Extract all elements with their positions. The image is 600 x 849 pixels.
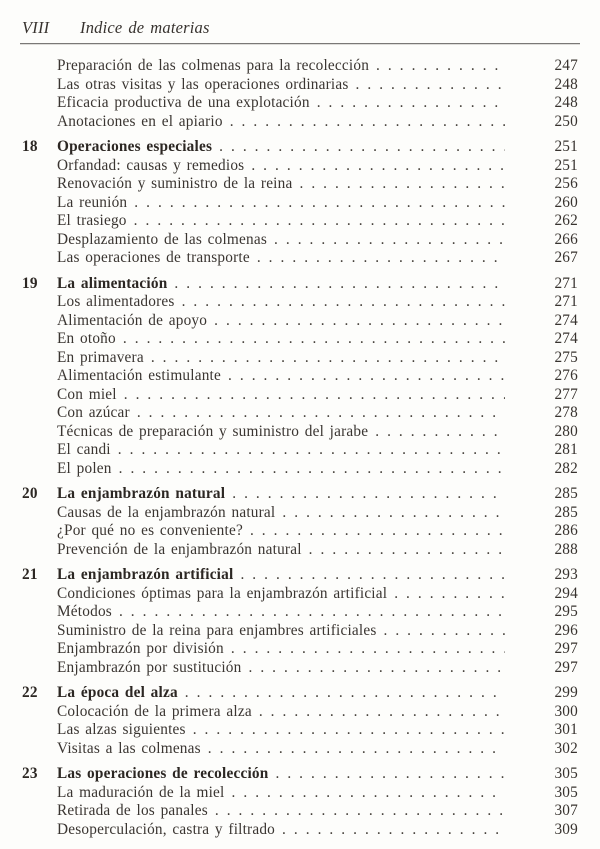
entry-title: ¿Por qué no es conveniente? <box>57 522 243 539</box>
dot-leader <box>182 293 505 312</box>
chapter-number: 20 <box>22 485 38 502</box>
entry-title: Operaciones especiales <box>57 138 213 155</box>
entry-title: Métodos <box>57 603 112 620</box>
dot-leader <box>230 113 505 132</box>
toc-chapter-row <box>22 485 578 504</box>
toc-row <box>22 784 578 803</box>
chapter-number: 19 <box>22 274 38 292</box>
toc-group <box>22 275 578 479</box>
toc-row <box>22 293 578 312</box>
dot-leader <box>257 249 505 268</box>
toc-row <box>22 740 578 759</box>
running-title: Indice de materias <box>80 18 210 37</box>
entry-title: Desoperculación, castra y filtrado <box>57 820 276 838</box>
toc-row <box>22 231 578 250</box>
toc-group <box>22 485 578 559</box>
entry-title: La época del alza <box>57 684 178 701</box>
entry-title: La maduración de la miel <box>57 783 225 801</box>
dot-leader <box>231 640 505 659</box>
page-ref: 301 <box>554 721 578 738</box>
folio-number: VIII <box>22 18 50 37</box>
dot-leader <box>282 821 505 840</box>
entry-title: Alimentación estimulante <box>57 367 221 384</box>
dot-leader <box>214 312 505 331</box>
page-ref: 307 <box>554 802 578 819</box>
toc-row <box>22 522 578 541</box>
entry-title: Retirada de los panales <box>57 802 208 819</box>
entry-title: La alimentación <box>57 274 168 292</box>
dot-leader <box>317 94 505 113</box>
page-ref: 296 <box>554 621 578 639</box>
page-ref: 288 <box>554 540 578 558</box>
toc-chapter-row <box>22 765 578 784</box>
entry-title: Suministro de la reina para enjambres artificiales <box>57 621 377 639</box>
entry-title: Renovación y suministro de la reina <box>57 175 293 192</box>
toc-row <box>22 113 578 132</box>
entry-title: Enjambrazón por sustitución <box>57 658 242 676</box>
toc-list <box>0 44 600 839</box>
page-ref: 281 <box>554 441 578 458</box>
page-ref: 285 <box>554 485 578 502</box>
page-ref: 266 <box>554 230 578 248</box>
toc-row <box>22 541 578 560</box>
entry-title: Enjambrazón por división <box>57 640 224 657</box>
page-ref: 260 <box>554 193 578 211</box>
page-ref: 305 <box>554 783 578 801</box>
dot-leader <box>394 585 505 604</box>
dot-leader <box>228 367 505 386</box>
dot-leader <box>274 231 505 250</box>
page-ref: 280 <box>554 422 578 440</box>
dot-leader <box>119 603 505 622</box>
dot-leader <box>250 522 505 541</box>
page-ref: 295 <box>554 603 578 620</box>
toc-group <box>22 138 578 268</box>
dot-leader <box>232 784 506 803</box>
entry-title: En primavera <box>57 348 144 366</box>
entry-title: Alimentación de apoyo <box>57 311 208 329</box>
dot-leader <box>383 622 505 641</box>
page-ref: 250 <box>554 112 578 130</box>
page-ref: 262 <box>554 212 578 229</box>
entry-title: Con azúcar <box>57 404 130 421</box>
dot-leader <box>185 684 505 703</box>
entry-title: Condiciones óptimas para la enjambrazón artificial <box>57 584 388 602</box>
entry-title: Preparación de las colmenas para la recolección <box>57 57 370 74</box>
page-ref: 251 <box>554 138 578 155</box>
page-ref: 297 <box>554 640 578 657</box>
toc-row <box>22 622 578 641</box>
page-ref: 302 <box>554 739 578 757</box>
toc-chapter-row <box>22 138 578 157</box>
toc-row <box>22 194 578 213</box>
page-ref: 275 <box>554 348 578 366</box>
toc-group <box>22 57 578 131</box>
toc-chapter-row <box>22 566 578 585</box>
entry-title: Anotaciones en el apiario <box>57 112 223 130</box>
toc-row <box>22 349 578 368</box>
entry-title: Colocación de la primera alza <box>57 702 252 720</box>
toc-row <box>22 157 578 176</box>
toc-row <box>22 404 578 423</box>
toc-row <box>22 367 578 386</box>
page-ref: 286 <box>554 522 578 539</box>
page-ref: 300 <box>554 702 578 720</box>
dot-leader <box>248 659 505 678</box>
toc-row <box>22 175 578 194</box>
page-ref: 276 <box>554 367 578 384</box>
entry-title: En otoño <box>57 330 116 347</box>
page-ref: 274 <box>554 311 578 329</box>
page-ref: 267 <box>554 249 578 266</box>
page-ref: 299 <box>554 684 578 701</box>
page-ref: 256 <box>554 175 578 192</box>
toc-row <box>22 249 578 268</box>
toc-row <box>22 640 578 659</box>
page-ref: 251 <box>554 156 578 174</box>
dot-leader <box>215 802 505 821</box>
page-ref: 282 <box>554 459 578 477</box>
dot-leader <box>299 175 505 194</box>
dot-leader <box>282 504 505 523</box>
toc-row <box>22 330 578 349</box>
dot-leader <box>356 76 505 95</box>
toc-row <box>22 76 578 95</box>
page-header <box>0 0 600 38</box>
entry-title: Las otras visitas y las operaciones ordinarias <box>57 75 349 93</box>
entry-title: El polen <box>57 459 112 477</box>
dot-leader <box>251 157 505 176</box>
entry-title: Orfandad: causas y remedios <box>57 156 245 174</box>
toc-row <box>22 821 578 840</box>
entry-title: Las alzas siguientes <box>57 721 186 738</box>
dot-leader <box>376 57 505 76</box>
page-ref: 248 <box>554 75 578 93</box>
toc-row <box>22 721 578 740</box>
toc-group <box>22 566 578 677</box>
toc-row <box>22 386 578 405</box>
page-ref: 285 <box>554 503 578 521</box>
entry-title: Causas de la enjambrazón natural <box>57 503 276 521</box>
dot-leader <box>119 460 505 479</box>
page-ref: 274 <box>554 330 578 347</box>
toc-group <box>22 684 578 758</box>
entry-title: El candi <box>57 441 111 458</box>
dot-leader <box>118 441 505 460</box>
toc-row <box>22 460 578 479</box>
page-ref: 278 <box>554 404 578 421</box>
chapter-number: 23 <box>22 765 38 782</box>
dot-leader <box>134 194 505 213</box>
dot-leader <box>309 541 505 560</box>
entry-title: Prevención de la enjambrazón natural <box>57 540 302 558</box>
dot-leader <box>151 349 505 368</box>
page-ref: 248 <box>554 94 578 111</box>
page-ref: 271 <box>554 274 578 292</box>
dot-leader <box>219 138 505 157</box>
toc-row <box>22 603 578 622</box>
entry-title: Con miel <box>57 385 117 403</box>
entry-title: Desplazamiento de las colmenas <box>57 230 268 248</box>
dot-leader <box>137 404 505 423</box>
entry-title: Los alimentadores <box>57 293 175 310</box>
toc-row <box>22 659 578 678</box>
page-ref: 271 <box>554 293 578 310</box>
toc-row <box>22 212 578 231</box>
toc-chapter-row <box>22 684 578 703</box>
dot-leader <box>240 566 505 585</box>
toc-row <box>22 423 578 442</box>
chapter-number: 22 <box>22 684 38 701</box>
toc-group <box>22 765 578 839</box>
page-ref: 309 <box>554 820 578 838</box>
dot-leader <box>259 703 505 722</box>
dot-leader <box>375 423 505 442</box>
toc-row <box>22 94 578 113</box>
entry-title: Las operaciones de recolección <box>57 765 269 782</box>
dot-leader <box>193 721 505 740</box>
chapter-number: 18 <box>22 138 38 155</box>
entry-title: Técnicas de preparación y suministro del jarabe <box>57 422 369 440</box>
toc-row <box>22 57 578 76</box>
toc-row <box>22 441 578 460</box>
entry-title: El trasiego <box>57 212 127 229</box>
entry-title: La enjambrazón artificial <box>57 566 234 583</box>
entry-title: La reunión <box>57 193 128 211</box>
dot-leader <box>275 765 505 784</box>
page-ref: 305 <box>554 765 578 782</box>
page-ref: 247 <box>554 57 578 74</box>
entry-title: La enjambrazón natural <box>57 485 226 502</box>
entry-title: Las operaciones de transporte <box>57 249 250 266</box>
dot-leader <box>174 275 505 294</box>
page-ref: 297 <box>554 658 578 676</box>
toc-row <box>22 703 578 722</box>
dot-leader <box>232 485 505 504</box>
chapter-number: 21 <box>22 566 38 583</box>
toc-row <box>22 585 578 604</box>
page-ref: 293 <box>554 566 578 583</box>
dot-leader <box>123 330 505 349</box>
dot-leader <box>124 386 505 405</box>
entry-title: Eficacia productiva de una explotación <box>57 94 310 111</box>
dot-leader <box>208 740 505 759</box>
toc-row <box>22 802 578 821</box>
dot-leader <box>134 212 505 231</box>
page-ref: 277 <box>554 385 578 403</box>
toc-chapter-row <box>22 275 578 294</box>
toc-row <box>22 504 578 523</box>
toc-row <box>22 312 578 331</box>
entry-title: Visitas a las colmenas <box>57 739 201 757</box>
page-ref: 294 <box>554 584 578 602</box>
